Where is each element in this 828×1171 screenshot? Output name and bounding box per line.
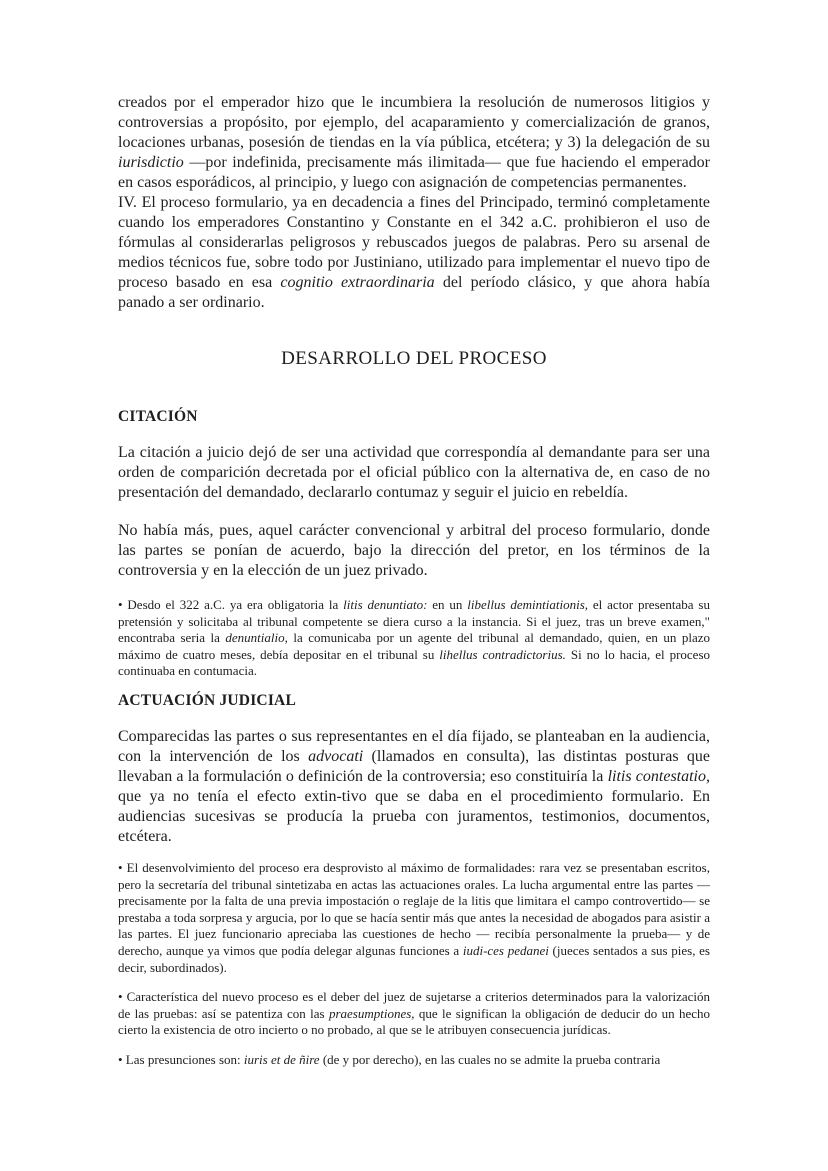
paragraph-citacion-1: La citación a juicio dejó de ser una actividad que correspondía al demandante para ser una orden de comparición decretada por el oficial público con la alternativa de, en caso de no presentación del demandado, declararlo contumaz y seguir el juicio en rebeldía. xyxy=(118,444,710,501)
paragraph-intro-2: IV. El proceso formulario, ya en decadencia a fines del Principado, terminó completamente cuando los emperadores Constantino y Constante en el 342 a.C. prohibieron el uso de fórmulas al considerarlas peligrosos y rebuscados juegos de palabras. Pero su arsenal de medios técnicos fue, sobre todo por Justiniano, utilizado para implementar el nuevo tipo de proceso basado en esa cognitio extraordinaria del período clásico, y que ahora había panado a ser ordinario. xyxy=(118,194,711,311)
paragraph-citacion-2: No había más, pues, aquel carácter convencional y arbitral del proceso formulario, donde las partes se ponían de acuerdo, bajo la dirección del pretor, en los términos de la controversia y en la elección de un juez privado. xyxy=(118,522,710,579)
paragraph-intro-1: creados por el emperador hizo que le incumbiera la resolución de numerosos litigios y controversias a propósito, por ejemplo, del acaparamiento y comercialización de granos, locaciones urbanas, posesión de tiendas en la vía pública, etcétera; y 3) la delegación de su iurisdictio —por indefinida, precisamente más ilimitada— que fue haciendo el emperador en casos esporádicos, al principio, y luego con asignación de competencias permanentes. xyxy=(118,94,710,191)
footnote-item: • Característica del nuevo proceso es el deber del juez de sujetarse a criterios determinados para la valorización de las pruebas: así se patentiza con las praesumptiones, que le significan la obligación de deducir do un hecho cierto la existencia de otro incierto o no probado, al que se le atribuyen consecuencia jurídicas. xyxy=(118,989,711,1038)
heading-citacion: CITACIÓN xyxy=(118,408,198,425)
page-content xyxy=(118,93,710,1082)
footnotes-actuacion xyxy=(118,860,710,1069)
heading-actuacion-judicial: ACTUACIÓN JUDICIAL xyxy=(118,691,296,709)
section-title: DESARROLLO DEL PROCESO xyxy=(281,348,547,369)
footnote-citacion: • Desdo el 322 a.C. ya era obligatoria la litis denuntiato: en un libellus demintiationis, el actor presentaba su pretensión y solicitaba al tribunal competente se diera curso a la instancia. Si el juez, tras un breve examen," encontraba seria la denuntialio, la comunicaba por un agente del tribunal al demandado, quien, en un plazo máximo de cuatro meses, debía depositar en el tribunal su lihellus contradictorius. Si no lo hacia, el proceso continuaba en contumacia. xyxy=(118,597,710,679)
paragraph-actuacion-1: Comparecidas las partes o sus representantes en el día fijado, se planteaban en la audiencia, con la intervención de los advocati (llamados en consulta), las distintas posturas que llevaban a la formulación o definición de la controversia; eso constituiría la litis contestatio, que ya no tenía el efecto extin-tivo que se daba en el procedimiento formulario. En audiencias sucesivas se producía la prueba con juramentos, testimonios, documentos, etcétera. xyxy=(118,727,710,845)
footnote-item: • Las presunciones son: iuris et de ñire (de y por derecho), en las cuales no se admite la prueba contraria xyxy=(118,1051,661,1067)
footnote-item: • El desenvolvimiento del proceso era desprovisto al máximo de formalidades: rara vez se presentaban escritos, pero la secretaría del tribunal sintetizaba en actas las actuaciones orales. La lucha argumental entre las partes —precisamente por la falta de una previa impostación o reglaje de la litis que limitara el campo controvertido— se prestaba a toda sorpresa y argucia, por lo que se hacía sentir más que antes la necesidad de abogados para asistir a las partes. El juez funcionario apreciaba las cuestiones de hecho — recibía personalmente la prueba— y de derecho, aunque ya vimos que podía delegar algunas funciones a iudi-ces pedanei (jueces sentados a sus pies, es decir, subordinados). xyxy=(118,859,710,975)
